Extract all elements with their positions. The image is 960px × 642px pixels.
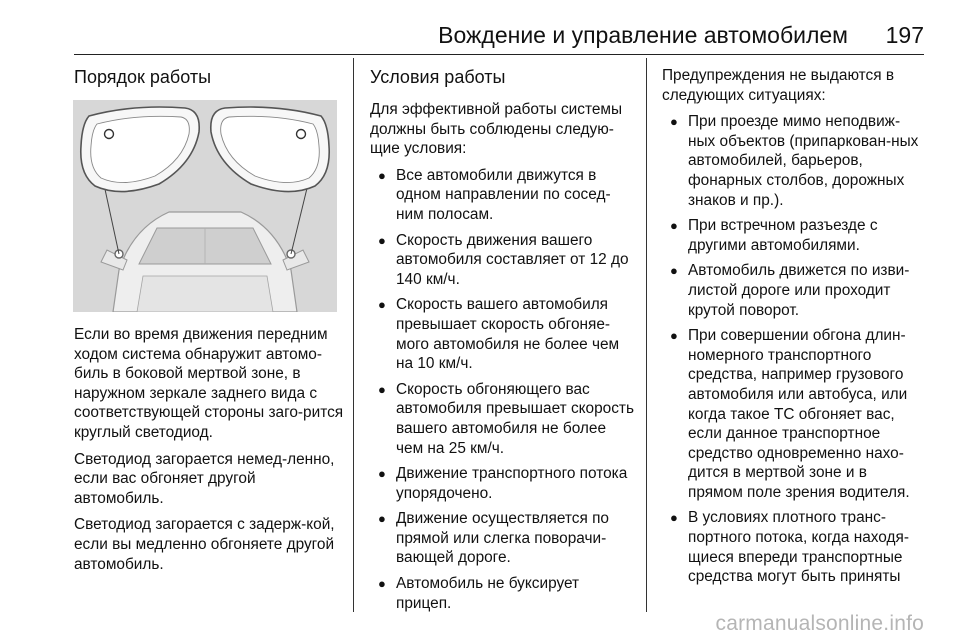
list-item xyxy=(370,509,634,568)
section-heading-operation: Порядок работы xyxy=(74,67,212,87)
header-rule xyxy=(74,54,924,55)
bullet-icon: ● xyxy=(670,328,678,344)
list-item xyxy=(370,574,634,613)
paragraph-led-delayed: Светодиод загорается с задерж-кой, если вы медленно обгоняете другой автомобиль. xyxy=(74,516,335,573)
exceptions-intro: Предупреждения не выдаются в следующих ситуациях: xyxy=(662,67,895,104)
page-header xyxy=(0,0,960,56)
list-item xyxy=(370,295,634,373)
list-item-text: Скорость обгоняющего вас автомобиля превышает скорость вашего автомобиля не более чем на 25 км/ч. xyxy=(396,380,634,457)
list-item-text: Движение осуществляется по прямой или слегка поворачи-вающей дороге. xyxy=(396,510,609,567)
column-3 xyxy=(662,66,924,593)
list-item xyxy=(662,508,924,586)
bullet-icon: ● xyxy=(378,576,386,592)
bullet-icon: ● xyxy=(670,218,678,234)
page-number: 197 xyxy=(885,22,924,48)
paragraph-led-immediate: Светодиод загорается немед-ленно, если вас обгоняет другой автомобиль. xyxy=(74,450,335,507)
bullet-icon: ● xyxy=(378,297,386,313)
list-item-text: В условиях плотного транс-портного потока, когда находя-щиеся впереди транспортные средства могут быть приняты xyxy=(688,509,909,586)
list-item xyxy=(662,261,924,320)
list-item-text: При проезде мимо неподвиж-ных объектов (припаркован-ных автомобилей, барьеров, фонарных столбов, дорожных знаков и пр.). xyxy=(688,113,919,209)
list-item xyxy=(370,166,634,225)
list-item xyxy=(370,464,634,503)
list-item-text: Все автомобили движутся в одном направлении по сосед-ним полосам. xyxy=(396,166,611,223)
watermark: carmanualsonline.info xyxy=(715,612,924,635)
bullet-icon: ● xyxy=(670,114,678,130)
bullet-icon: ● xyxy=(378,167,386,183)
bullet-icon: ● xyxy=(378,466,386,482)
column-divider-2 xyxy=(646,58,647,612)
paragraph-detection: Если во время движения передним ходом система обнаружит автомо-биль в боковой мертвой зоне, в наружном зеркале заднего вида с соответствующей стороны заго-рится круглый светодиод. xyxy=(74,326,344,441)
list-item-text: Скорость вашего автомобиля превышает скорость обгоняе-мого автомобиля не более чем на 10 км/ч. xyxy=(396,296,620,373)
list-item xyxy=(662,112,924,210)
column-1 xyxy=(74,58,346,581)
bullet-icon: ● xyxy=(378,381,386,397)
list-item xyxy=(662,216,924,255)
list-item-text: При встречном разъезде с другими автомобилями. xyxy=(688,217,878,254)
bullet-icon: ● xyxy=(670,263,678,279)
bullet-icon: ● xyxy=(378,232,386,248)
left-mirror-led-icon xyxy=(105,130,114,139)
column-divider-1 xyxy=(353,58,354,612)
list-item xyxy=(662,326,924,502)
bullet-icon: ● xyxy=(378,511,386,527)
conditions-intro: Для эффективной работы системы должны быть соблюдены следую-щие условия: xyxy=(370,101,623,158)
list-item xyxy=(370,380,634,458)
list-item-text: Автомобиль не буксирует прицеп. xyxy=(396,575,580,612)
mirror-illustration xyxy=(73,100,337,312)
list-item-text: При совершении обгона длин-номерного транспортного средства, например грузового автомобиля или автобуса, или когда такое ТС обгоняет вас, если данное транспортное средство одновременно нахо-дится в мертвой зоне и в прямом поле зрения водителя. xyxy=(688,327,910,501)
header-title: Вождение и управление автомобилем xyxy=(438,22,848,48)
column-2 xyxy=(370,58,634,619)
list-item-text: Автомобиль движется по изви-листой дороге или проходит крутой поворот. xyxy=(688,262,910,319)
exceptions-list xyxy=(662,112,924,587)
list-item-text: Скорость движения вашего автомобиля составляет от 12 до 140 км/ч. xyxy=(396,231,629,288)
section-heading-conditions: Условия работы xyxy=(370,67,506,87)
list-item xyxy=(370,231,634,290)
right-mirror-led-icon xyxy=(297,130,306,139)
bullet-icon: ● xyxy=(670,510,678,526)
conditions-list xyxy=(370,166,634,613)
list-item-text: Движение транспортного потока упорядочено. xyxy=(396,465,628,502)
